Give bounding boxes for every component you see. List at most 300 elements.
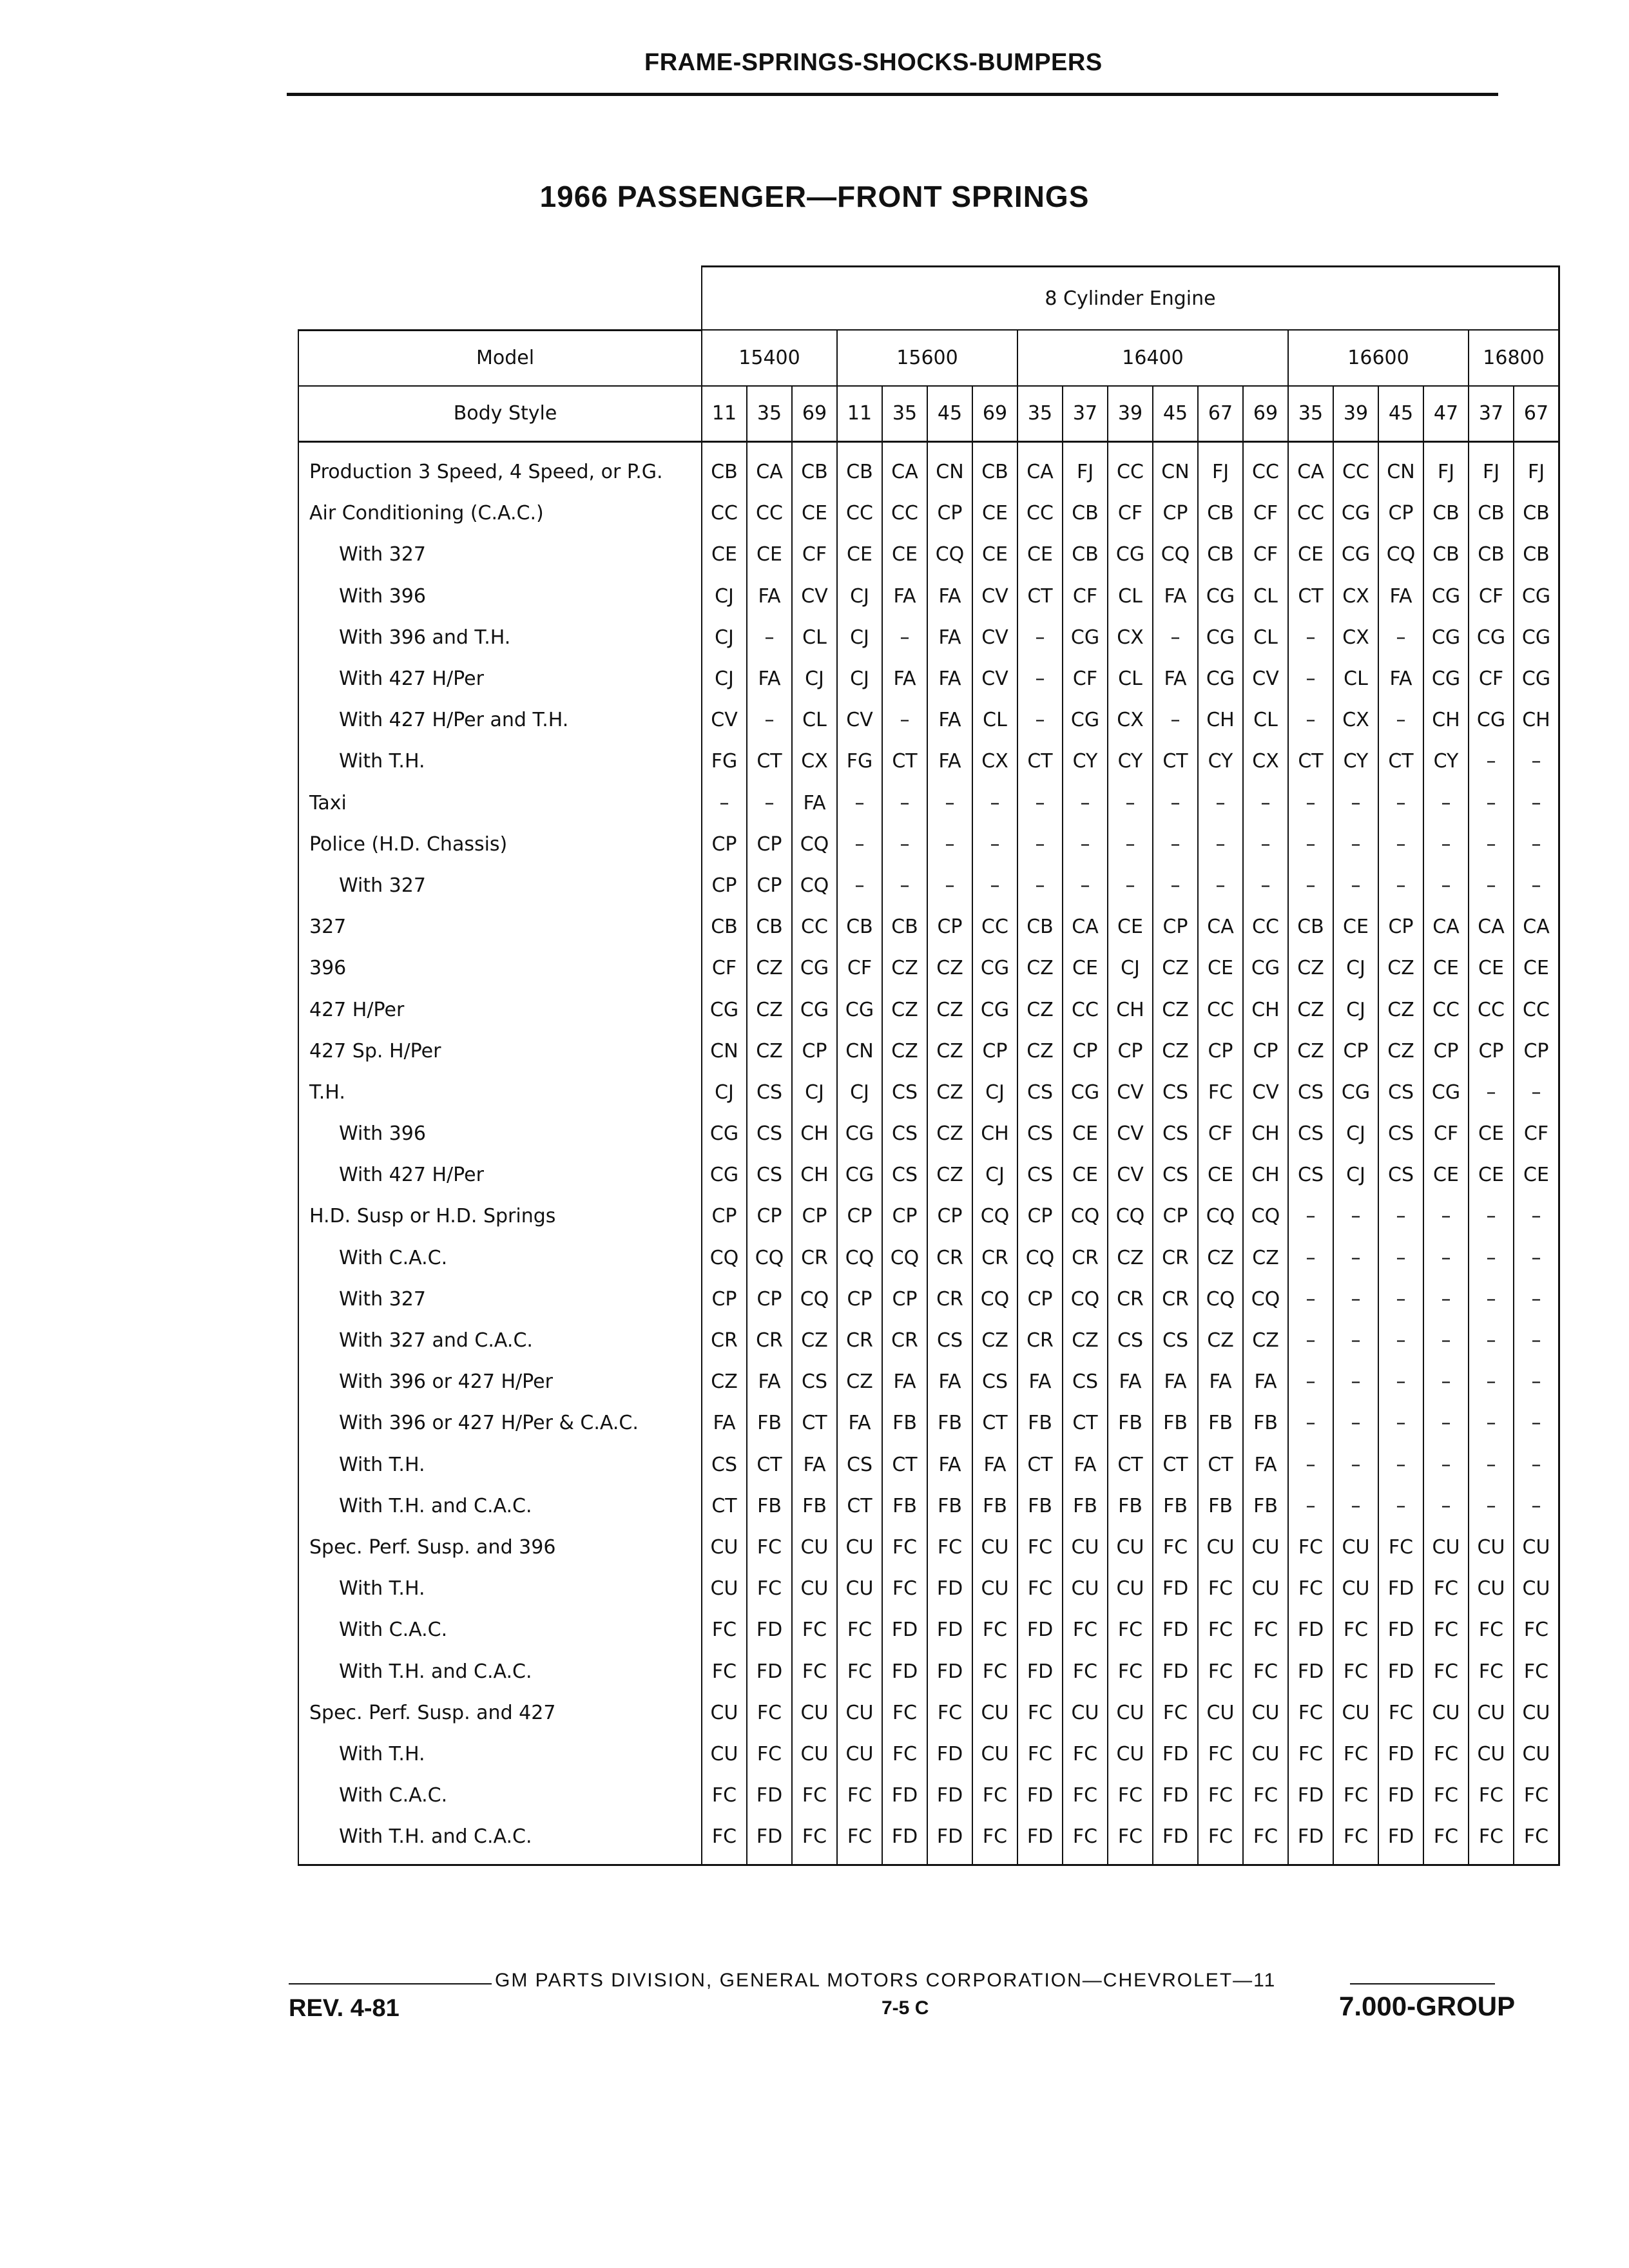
row-label: With 396 or 427 H/Per & C.A.C. [298,1403,702,1444]
spring-code-cell: CZ [837,1361,882,1403]
spring-code-cell: FA [927,575,972,617]
spring-code-cell: CP [1378,907,1423,948]
spring-code-cell: CQ [1108,1196,1153,1237]
spring-code-cell: FD [1017,1816,1063,1865]
spring-code-cell: CS [747,1155,792,1196]
spring-code-cell: FC [1017,1526,1063,1568]
spring-code-cell: – [1288,1361,1333,1403]
spring-code-cell: CH [792,1113,837,1155]
spring-code-cell: CV [972,617,1017,658]
spring-code-cell: FD [1017,1610,1063,1651]
spring-code-cell: CP [1108,1030,1153,1072]
spring-code-cell: FD [1153,1610,1198,1651]
spring-code-cell: – [1514,1237,1559,1278]
spring-code-cell: FB [972,1485,1017,1526]
table-row [298,741,1559,782]
spring-code-cell: – [1333,1361,1378,1403]
spring-code-cell: CQ [792,823,837,865]
spring-code-cell: FC [1333,1610,1378,1651]
spring-code-cell: CZ [927,1155,972,1196]
row-label: With C.A.C. [298,1237,702,1278]
spring-code-cell: FA [1243,1361,1288,1403]
spring-code-cell: CU [972,1733,1017,1774]
spring-code-cell: CZ [1063,1320,1108,1361]
spring-code-cell: FB [1063,1485,1108,1526]
spring-code-cell: CE [1423,948,1469,989]
spring-code-cell: CB [747,907,792,948]
spring-code-cell: CQ [1198,1196,1243,1237]
spring-code-cell: FC [972,1610,1017,1651]
body-style-header: 39 [1333,386,1378,442]
spring-code-cell: CC [1198,989,1243,1030]
spring-code-cell: – [882,700,927,741]
spring-code-cell: CE [1514,948,1559,989]
table-row [298,534,1559,575]
spring-code-cell: FD [1153,1775,1198,1816]
spring-code-cell: CU [1469,1568,1514,1610]
spring-code-cell: – [1288,1485,1333,1526]
table-row [298,1733,1559,1774]
spring-code-cell: CP [1469,1030,1514,1072]
spring-code-cell: CA [1017,441,1063,493]
spring-code-cell: CH [1514,700,1559,741]
spring-code-cell: CA [882,441,927,493]
table-row [298,441,1559,493]
spring-code-cell: – [1514,1196,1559,1237]
spring-code-cell: CA [1288,441,1333,493]
spring-code-cell: CZ [747,989,792,1030]
spring-code-cell: CZ [1243,1237,1288,1278]
spring-code-cell: – [1288,617,1333,658]
spring-code-cell: CV [1243,658,1288,699]
spring-code-cell: – [1469,1485,1514,1526]
spring-code-cell: CU [702,1568,747,1610]
spring-code-cell: FD [882,1775,927,1816]
spring-code-cell: – [1063,823,1108,865]
spring-code-cell: CT [747,1444,792,1485]
table-row [298,1610,1559,1651]
spring-code-cell: – [1514,741,1559,782]
spring-code-cell: CP [702,865,747,906]
spring-code-cell: – [882,823,927,865]
spring-code-cell: CE [837,534,882,575]
spring-code-cell: FC [702,1775,747,1816]
spring-code-cell: CA [1469,907,1514,948]
spring-code-cell: CQ [972,1278,1017,1320]
spring-code-cell: CE [1333,907,1378,948]
spring-code-cell: FC [1423,1733,1469,1774]
table-row [298,1278,1559,1320]
spring-code-cell: CB [792,441,837,493]
spring-code-cell: CV [702,700,747,741]
spring-code-cell: CU [1514,1733,1559,1774]
spring-code-cell: – [1333,1237,1378,1278]
spring-code-cell: CE [1063,1155,1108,1196]
body-style-header: 37 [1063,386,1108,442]
spring-code-cell: CS [1108,1320,1153,1361]
spring-code-cell: – [927,782,972,823]
spring-code-cell: CG [702,989,747,1030]
spring-code-cell: CV [1108,1072,1153,1113]
spring-code-cell: CU [1423,1692,1469,1733]
spring-code-cell: FJ [1198,441,1243,493]
spring-code-cell: CC [702,493,747,534]
spring-code-cell: CV [792,575,837,617]
spring-code-cell: – [1378,865,1423,906]
model-header: 16800 [1469,330,1559,386]
spring-code-cell: – [1243,782,1288,823]
spring-code-cell: CZ [1017,948,1063,989]
spring-code-cell: – [747,700,792,741]
body-style-label: Body Style [298,386,702,442]
spring-code-cell: – [1378,1320,1423,1361]
spring-code-cell: CG [702,1155,747,1196]
spring-code-cell: CH [1423,700,1469,741]
spring-code-cell: – [1017,700,1063,741]
spring-code-cell: CG [1063,617,1108,658]
spring-code-cell: CX [792,741,837,782]
spring-code-cell: CB [1469,534,1514,575]
spring-code-cell: FA [1063,1444,1108,1485]
spring-code-cell: CJ [792,1072,837,1113]
table-row [298,1651,1559,1692]
spring-code-cell: CP [747,823,792,865]
spring-code-cell: CB [1423,534,1469,575]
spring-code-cell: – [1333,1278,1378,1320]
spring-code-cell: CP [1153,907,1198,948]
spring-code-cell: CU [837,1733,882,1774]
spring-code-cell: CP [837,1278,882,1320]
body-style-header: 35 [1288,386,1333,442]
spring-code-cell: CT [747,741,792,782]
spring-code-cell: CA [1198,907,1243,948]
spring-code-cell: CC [1243,441,1288,493]
spring-code-cell: CR [747,1320,792,1361]
table-row [298,1485,1559,1526]
spring-code-cell: CZ [1288,989,1333,1030]
spring-code-cell: FG [702,741,747,782]
spring-code-cell: CB [1469,493,1514,534]
spring-code-cell: FC [1063,1651,1108,1692]
spring-code-cell: CJ [1333,989,1378,1030]
spring-code-cell: CQ [702,1237,747,1278]
spring-code-cell: CL [972,700,1017,741]
spring-code-cell: CL [792,700,837,741]
spring-code-cell: CS [882,1072,927,1113]
spring-code-cell: FC [927,1526,972,1568]
spring-code-cell: CE [1017,534,1063,575]
spring-code-cell: CZ [1198,1320,1243,1361]
table-corner [298,267,702,331]
spring-code-cell: CV [972,575,1017,617]
spring-code-cell: CQ [1243,1196,1288,1237]
spring-code-cell: CP [837,1196,882,1237]
row-label: Production 3 Speed, 4 Speed, or P.G. [298,441,702,493]
spring-code-cell: CG [1333,534,1378,575]
spring-code-cell: CY [1333,741,1378,782]
row-label: With T.H. [298,741,702,782]
spring-code-cell: CU [1108,1692,1153,1733]
spring-code-cell: FA [1198,1361,1243,1403]
body-style-header: 35 [747,386,792,442]
spring-code-cell: FD [1288,1651,1333,1692]
spring-code-cell: – [1333,1485,1378,1526]
spring-code-cell: FC [882,1692,927,1733]
spring-code-cell: – [1469,865,1514,906]
spring-code-cell: – [1469,1278,1514,1320]
spring-code-cell: FB [927,1403,972,1444]
spring-code-cell: – [1153,617,1198,658]
spring-code-cell: FC [1017,1568,1063,1610]
model-label: Model [298,330,702,386]
spring-code-cell: CC [1243,907,1288,948]
spring-code-cell: – [1423,1361,1469,1403]
spring-code-cell: – [1514,1403,1559,1444]
row-label: With T.H. [298,1444,702,1485]
spring-code-cell: FC [702,1816,747,1865]
spring-code-cell: CS [927,1320,972,1361]
spring-code-cell: CF [1243,493,1288,534]
spring-code-cell: CQ [882,1237,927,1278]
spring-code-cell: CU [1063,1526,1108,1568]
spring-code-cell: – [1198,823,1243,865]
spring-code-cell: FD [1378,1733,1423,1774]
spring-code-cell: FA [837,1403,882,1444]
spring-code-cell: CF [1063,575,1108,617]
spring-code-cell: CB [1514,493,1559,534]
spring-code-cell: CU [1423,1526,1469,1568]
spring-code-cell: CG [1063,700,1108,741]
row-label: With T.H. [298,1568,702,1610]
spring-code-cell: FC [792,1775,837,1816]
spring-code-cell: CS [1378,1155,1423,1196]
spring-code-cell: – [927,865,972,906]
spring-code-cell: FD [882,1651,927,1692]
spring-code-cell: CX [1243,741,1288,782]
spring-code-cell: CA [747,441,792,493]
body-style-header: 11 [702,386,747,442]
spring-code-cell: CT [1153,741,1198,782]
spring-code-cell: CB [1063,534,1108,575]
spring-code-cell: CS [1153,1113,1198,1155]
spring-code-cell: CP [1153,1196,1198,1237]
spring-code-cell: CG [837,989,882,1030]
spring-code-cell: CB [1063,493,1108,534]
spring-code-cell: – [882,865,927,906]
spring-code-cell: – [1423,1444,1469,1485]
row-label: With 327 [298,1278,702,1320]
spring-code-cell: FB [1153,1403,1198,1444]
row-label: With 396 [298,1113,702,1155]
spring-code-cell: CT [1198,1444,1243,1485]
spring-code-cell: CX [1333,575,1378,617]
spring-code-cell: CE [702,534,747,575]
spring-code-cell: FC [792,1610,837,1651]
row-label: 396 [298,948,702,989]
spring-code-cell: CE [747,534,792,575]
spring-code-cell: FD [1153,1816,1198,1865]
row-label: With T.H. and C.A.C. [298,1816,702,1865]
spring-code-cell: FA [1017,1361,1063,1403]
spring-code-cell: – [1288,823,1333,865]
spring-code-cell: – [1378,1444,1423,1485]
spring-code-cell: FC [1423,1610,1469,1651]
spring-code-cell: CE [972,493,1017,534]
spring-code-cell: CV [1108,1113,1153,1155]
spring-code-cell: CC [792,907,837,948]
spring-code-cell: CZ [927,948,972,989]
spring-code-cell: CX [1108,700,1153,741]
spring-code-cell: CP [747,1196,792,1237]
spring-code-cell: FC [747,1568,792,1610]
spring-code-cell: CJ [702,658,747,699]
spring-code-cell: CU [1514,1692,1559,1733]
row-label: With T.H. and C.A.C. [298,1485,702,1526]
spring-code-cell: CB [1288,907,1333,948]
spring-code-cell: CZ [1153,1030,1198,1072]
spring-code-cell: CP [747,865,792,906]
spring-code-cell: CQ [792,1278,837,1320]
spring-code-cell: FC [1243,1610,1288,1651]
spring-code-cell: FC [747,1526,792,1568]
spring-code-cell: – [1378,1403,1423,1444]
spring-code-cell: CF [1423,1113,1469,1155]
table-row [298,1568,1559,1610]
spring-code-cell: FD [1288,1816,1333,1865]
spring-code-cell: FA [702,1403,747,1444]
spring-code-cell: FA [1378,575,1423,617]
spring-code-cell: FC [792,1816,837,1865]
spring-code-cell: CG [837,1113,882,1155]
spring-code-cell: FC [1063,1816,1108,1865]
spring-code-cell: CZ [1153,989,1198,1030]
spring-code-cell: – [1108,823,1153,865]
spring-code-cell: – [1333,865,1378,906]
spring-code-cell: FC [882,1568,927,1610]
table-row [298,823,1559,865]
spring-code-cell: – [1198,865,1243,906]
row-label: With 327 [298,534,702,575]
body-style-header: 35 [1017,386,1063,442]
spring-code-cell: FC [1469,1816,1514,1865]
spring-code-cell: CJ [792,658,837,699]
spring-code-cell: CZ [927,989,972,1030]
spring-code-cell: – [1423,782,1469,823]
spring-code-cell: FC [1063,1775,1108,1816]
spring-code-cell: FC [1469,1775,1514,1816]
spring-code-cell: CU [837,1526,882,1568]
spring-code-cell: CF [1243,534,1288,575]
spring-code-cell: FD [927,1733,972,1774]
body-style-header: 37 [1469,386,1514,442]
spring-code-cell: CU [1108,1568,1153,1610]
body-style-header: 69 [972,386,1017,442]
row-label: 427 Sp. H/Per [298,1030,702,1072]
row-label: H.D. Susp or H.D. Springs [298,1196,702,1237]
spring-code-cell: FA [747,658,792,699]
spring-code-cell: CJ [837,575,882,617]
table-row [298,700,1559,741]
spring-code-cell: FC [837,1651,882,1692]
spring-code-cell: CX [1333,617,1378,658]
body-style-header: 45 [1378,386,1423,442]
group-label: 7.000-GROUP [1339,1991,1516,2021]
spring-code-cell: CY [1063,741,1108,782]
spring-code-cell: FD [747,1610,792,1651]
table-row [298,1403,1559,1444]
spring-code-cell: CF [702,948,747,989]
spring-code-cell: CZ [747,1030,792,1072]
spring-code-cell: CC [1469,989,1514,1030]
table-row [298,1196,1559,1237]
spring-code-cell: CE [1469,1155,1514,1196]
table-row [298,1237,1559,1278]
spring-code-cell: CH [792,1155,837,1196]
spring-code-cell: CB [837,441,882,493]
spring-code-cell: CU [1198,1526,1243,1568]
spring-code-cell: – [1378,1361,1423,1403]
spring-code-cell: FD [882,1610,927,1651]
spring-code-cell: FA [1243,1444,1288,1485]
spring-code-cell: – [837,823,882,865]
spring-code-cell: – [1378,1485,1423,1526]
spring-code-cell: CZ [1108,1237,1153,1278]
spring-code-cell: FD [927,1775,972,1816]
spring-code-cell: FC [882,1733,927,1774]
spring-code-cell: FD [747,1651,792,1692]
table-row [298,1692,1559,1733]
spring-code-cell: FD [927,1568,972,1610]
table-row [298,948,1559,989]
spring-code-cell: FA [1378,658,1423,699]
table-row [298,617,1559,658]
spring-code-cell: FD [1378,1610,1423,1651]
spring-code-cell: CB [1017,907,1063,948]
spring-code-cell: – [1378,782,1423,823]
spring-code-cell: CS [1378,1072,1423,1113]
spring-code-cell: – [1469,1403,1514,1444]
spring-code-cell: FB [882,1485,927,1526]
spring-code-cell: FC [1378,1526,1423,1568]
spring-code-cell: – [1288,1403,1333,1444]
spring-code-cell: CR [1017,1320,1063,1361]
spring-code-cell: CZ [702,1361,747,1403]
spring-code-cell: FC [1108,1775,1153,1816]
spring-code-cell: FA [747,575,792,617]
spring-code-cell: CU [1063,1692,1108,1733]
spring-code-cell: FC [747,1733,792,1774]
spring-code-cell: CJ [1333,1113,1378,1155]
spring-code-cell: CE [1469,948,1514,989]
spring-code-cell: FD [1153,1733,1198,1774]
spring-code-cell: CZ [792,1320,837,1361]
spring-code-cell: CS [882,1155,927,1196]
spring-code-cell: CT [1288,741,1333,782]
row-label: 327 [298,907,702,948]
spring-code-cell: CR [882,1320,927,1361]
spring-code-cell: FC [1423,1816,1469,1865]
body-style-header: 39 [1108,386,1153,442]
spring-code-cell: CS [1288,1155,1333,1196]
footer-rule-left [289,1983,492,1984]
spring-code-cell: CZ [1378,989,1423,1030]
spring-code-cell: CV [1108,1155,1153,1196]
model-header: 16400 [1017,330,1288,386]
spring-code-cell: CJ [837,658,882,699]
spring-code-cell: CG [1423,575,1469,617]
spring-code-cell: CU [972,1568,1017,1610]
spring-code-cell: – [972,823,1017,865]
